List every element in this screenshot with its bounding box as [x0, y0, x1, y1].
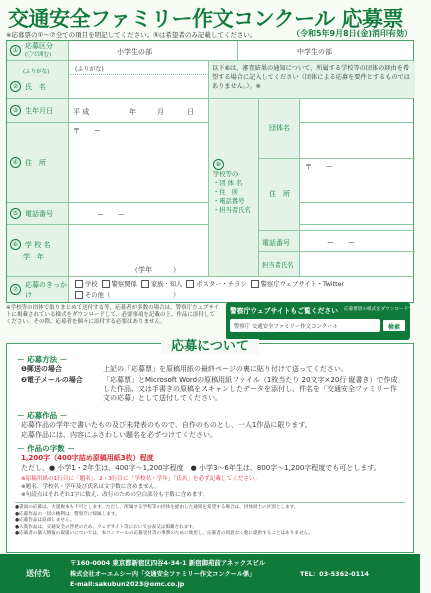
- footer-email[interactable]: E-mail:sakubun2023@omc.co.jp: [70, 580, 185, 588]
- works-text-1: 応募作品の学年で書いたもの及び未発表のもので、自作のものとし、一人1作品に限ります。: [21, 421, 312, 429]
- row-category: [7, 41, 413, 61]
- row-name: [7, 61, 413, 99]
- method-title: － 応募方法 －: [17, 355, 68, 364]
- option-other: その他（ ）: [85, 292, 180, 299]
- side-note: ※学校等の団体で取りまとめて送付する等、応募者が多数の場合は、警察庁ウェブサイトに掲載されている様式をダウンロードして、必要事項を記載の上、作品に添付してください。その際、応募者を個々に添付する必要はありません。: [6, 305, 220, 325]
- school-label: 学 校 名: [25, 240, 51, 249]
- banner-title: 警察庁ウェブサイトもご覧ください: [230, 307, 339, 315]
- category-label: 応募区分: [25, 42, 53, 50]
- count-note-3: ※句読点はそれぞれ1字に数え、改行のための空白部分も字数に含めます。: [21, 492, 209, 498]
- row-number: ⑧: [213, 159, 224, 170]
- footer-company: 株式会社オーエムシー内「交通安全ファミリー作文コンクール係」: [70, 571, 256, 578]
- search-box[interactable]: [230, 319, 380, 332]
- count-title: － 作品の字数 －: [17, 444, 75, 453]
- option-school: 学校: [85, 281, 98, 288]
- era-label: 平 成: [73, 108, 90, 116]
- row-number: ③: [10, 105, 21, 116]
- option-police: 警察関係: [111, 281, 137, 288]
- row-trigger: [7, 277, 413, 302]
- name-furigana-field[interactable]: (ふりがな): [75, 66, 104, 73]
- junior-high-option[interactable]: 中学生の部: [297, 48, 332, 56]
- checkbox[interactable]: [186, 280, 194, 288]
- deadline-note: （令和5年9月8日(金)消印有効）: [291, 29, 412, 38]
- method-mail-label: ❶郵送の場合: [21, 365, 62, 373]
- fine-print-item: ●書面の応募は、大量複本も不可とします。ただし、所属する学校等の団体を経由した通知を希望する場合は、団体同士の区別とします。: [15, 505, 299, 510]
- option-poster: ポスター・チラシ: [196, 281, 247, 288]
- org-label-text: 学校等の ・団 体 名 ・住 所 ・電話番号 ・担当者氏名: [213, 171, 251, 214]
- instruction-note: ※応募票の①〜⑦全ての項目を明記してください。⑤は希望者のみ記載してください。: [6, 31, 257, 39]
- phone-field[interactable]: ー ー: [97, 211, 125, 219]
- row-number: ⑦: [10, 284, 21, 295]
- org-address-label: 住 所: [269, 190, 290, 198]
- search-button[interactable]: [382, 319, 406, 332]
- method-email-text: 「応募票」とMicrosoft Wordの原稿用紙ファイル（1枚当たり 20文字×20行 縦書き）で作成した作品、又は手書きの原稿をスキャンしたデータを添付し、件名を「交通安全ファミリー作文の応募」として送付してください。: [103, 376, 398, 402]
- org-notice: 以下⑧は、審査結果の通知について、所属する学校等の団体の経由を希望する場合に記入してください（団体による応募を要件とするものではありません。）。※: [212, 65, 410, 90]
- row-number: ①: [10, 45, 21, 56]
- checkbox[interactable]: [141, 280, 149, 288]
- footer-tel: TEL：03-5362-0114: [300, 570, 369, 578]
- org-name-label: 団体名: [269, 124, 290, 132]
- row-number: ⑤: [10, 208, 21, 219]
- grade-field[interactable]: （学年 ）: [131, 266, 180, 274]
- entry-form: [6, 40, 414, 303]
- fine-print-item: ●応募作品は返却しません。: [15, 518, 75, 523]
- birthdate-label: 生年月日: [25, 106, 53, 115]
- elementary-option[interactable]: 小学生の部: [117, 48, 152, 56]
- count-note-1: ※原稿用紙の1行目に「題名」、2・3行目に「学校名・学年」「氏名」を必ず記載してください。: [21, 476, 261, 482]
- org-person-label: 担当者氏名: [262, 262, 294, 269]
- footer-label: 送付先: [26, 569, 50, 578]
- org-phone-label: 電話番号: [262, 239, 290, 247]
- category-sub: (〇で囲む): [25, 52, 52, 58]
- page-title: 交通安全ファミリー作文コンクール 応募票: [8, 7, 404, 31]
- org-phone-field[interactable]: ー ー: [327, 239, 355, 247]
- about-heading: 応募について: [161, 339, 259, 354]
- row-number: ②: [10, 81, 21, 92]
- fine-print-item: ●応募作品の一切の権利は、警察庁に帰属します。: [15, 511, 120, 517]
- about-section: [6, 339, 414, 553]
- checkbox[interactable]: [75, 291, 83, 299]
- option-website: 警察庁ウェブサイト・Twitter: [260, 281, 345, 288]
- footer-address: 〒160-0004 東京都新宿区四谷4-34-1 新宿御苑前アネックスビル: [70, 559, 266, 567]
- row-number: ⑥: [10, 239, 21, 250]
- checkbox[interactable]: [75, 280, 83, 288]
- grade-label: 学 年: [23, 253, 44, 261]
- search-button-label: 検索: [388, 324, 401, 331]
- address-label: 住 所: [25, 158, 46, 167]
- fine-print-item: ●応募者の個人情報の取扱いについては、本コンクールの応募受付等の事務のために使用し、応募者の同意なく他に提供することはありません。: [15, 531, 314, 536]
- name-furigana-label: (ふりがな): [23, 69, 50, 75]
- footer: [0, 554, 420, 593]
- works-text-2: 応募作品には、内容にふさわしい題名を必ずつけてください。: [21, 431, 217, 439]
- checkbox[interactable]: [251, 280, 259, 288]
- trigger-label: 応募のきっかけ: [25, 280, 67, 299]
- row-number: ④: [10, 157, 21, 168]
- org-postal-field[interactable]: 〒 ー: [305, 163, 333, 171]
- checkbox[interactable]: [102, 280, 110, 288]
- works-title: － 応募作品 －: [17, 411, 68, 420]
- fine-print-item: ●入賞作品は、交通安全の啓発のため、ウェブサイト等において公表又は掲載されます。: [15, 524, 198, 530]
- method-email-label: ❷電子メールの場合: [21, 376, 83, 384]
- phone-label: 電話番号: [25, 209, 53, 218]
- year-label[interactable]: 年: [129, 108, 136, 116]
- day-label[interactable]: 日: [187, 108, 194, 116]
- method-mail-text: 上記の「応募票」を原稿用紙の最終ページの裏に貼り付けて送ってください。: [103, 365, 348, 373]
- banner-sub: 応募要項の様式をダウンロードできます！: [344, 307, 431, 312]
- search-text: 警察庁 交通安全ファミリー作文コンクール: [234, 324, 338, 330]
- count-detail: ただし、● 小学1・2年生は、400字〜1,200字程度 ● 小学3〜6年生は、800字〜1,200字程度でも可とします。: [21, 464, 381, 472]
- postal-field[interactable]: 〒 ー: [73, 127, 101, 135]
- option-family: 家族・知人: [150, 281, 183, 288]
- name-label: 氏 名: [25, 82, 46, 91]
- count-main: 1,200字（400字詰め原稿用紙3枚）程度: [21, 454, 154, 462]
- org-block-label: [213, 159, 251, 215]
- count-note-2: ※題名、学校名・学年及び氏名は文字数に含めません。: [21, 484, 161, 490]
- month-label[interactable]: 月: [157, 108, 164, 116]
